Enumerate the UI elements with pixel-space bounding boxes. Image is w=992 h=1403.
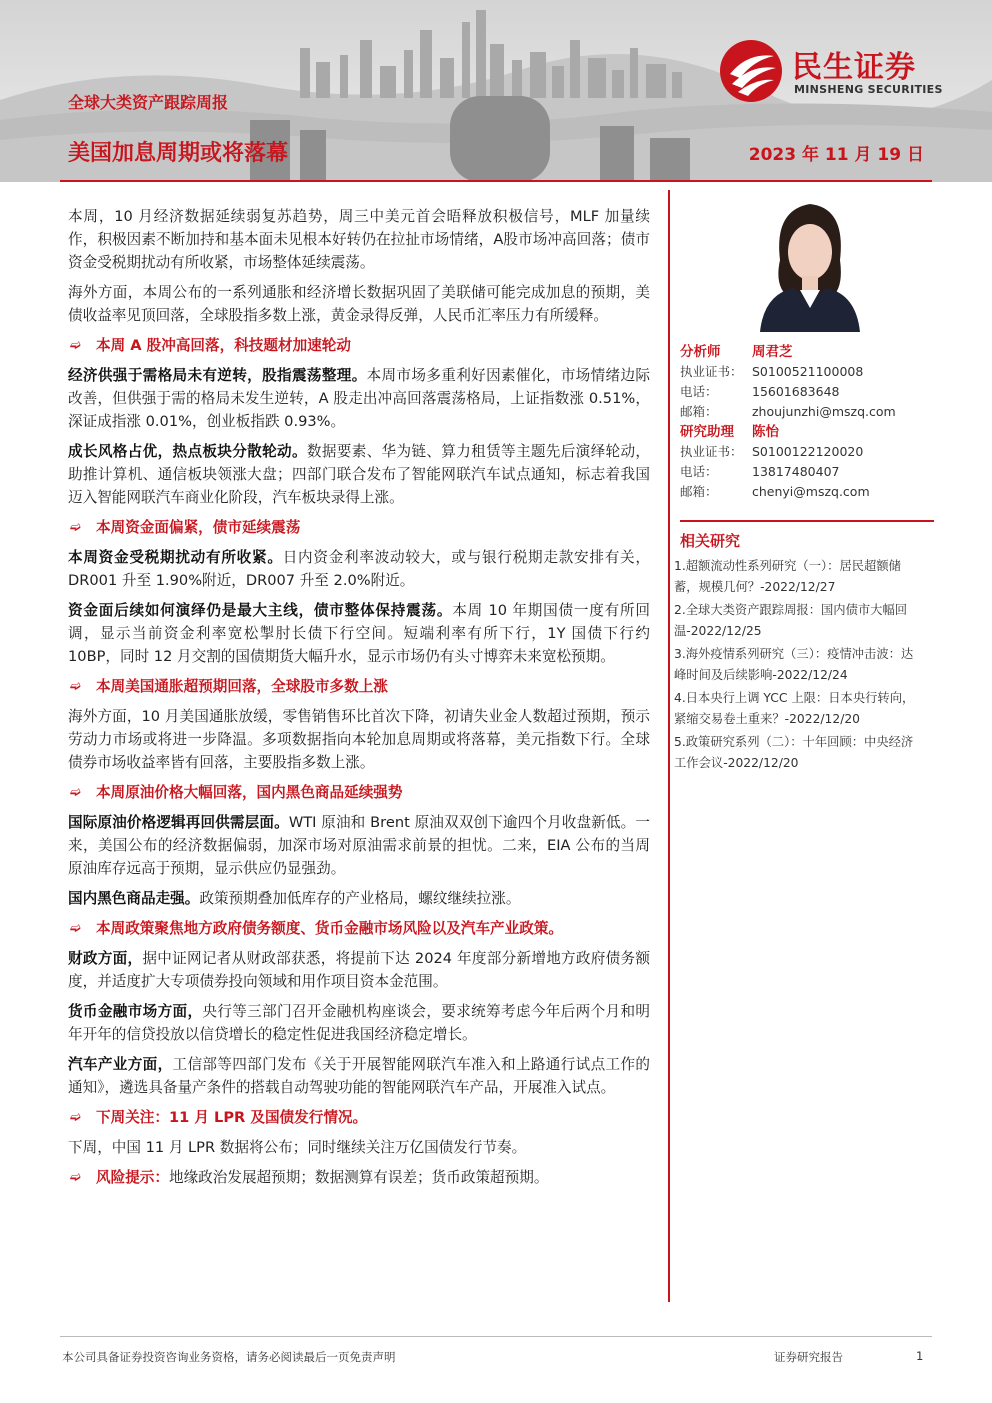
minsheng-emblem-icon: [718, 38, 784, 104]
header-banner: [0, 0, 992, 182]
report-title: 美国加息周期或将落幕: [68, 141, 289, 166]
related-divider: [680, 520, 934, 522]
column-divider: [668, 190, 670, 1302]
report-date: 2023 年 11 月 19 日: [748, 145, 924, 165]
logo-text-cn: 民生证券: [792, 50, 916, 85]
body-paragraph: 下周，中国 11 月 LPR 数据将公布；同时继续关注万亿国债发行节奏。: [68, 1139, 527, 1156]
body-paragraph: 本周资金受税期扰动有所收紧。日内资金利率波动较大，或与银行税期走款安排有关，DR001 升至 1.90%附近，DR007 升至 2.0%附近。: [68, 549, 650, 589]
analyst-info: [680, 342, 934, 502]
assistant-cert-row: 执业证书： S0100122120020: [680, 444, 864, 459]
page-number: 1: [916, 1349, 924, 1363]
section-heading: ➫ 本周政策聚焦地方政府债务额度、货币金融市场风险以及汽车产业政策。: [68, 917, 650, 940]
body-paragraph: 经济供强于需格局未有逆转，股指震荡整理。本周市场多重利好因素催化，市场情绪边际改善，但供强于需的格局未发生逆转，A 股走出冲高回落震荡格局，上证指数涨 0.51%，深证成指涨 0.01%，创业板指跌 0.93%。: [68, 367, 650, 430]
footer-report-type: 证券研究报告: [774, 1350, 843, 1364]
section-heading: ➫ 本周美国通胀超预期回落，全球股市多数上涨: [68, 675, 650, 698]
section-heading: ➫ 本周原油价格大幅回落，国内黑色商品延续强势: [68, 781, 650, 804]
body-paragraph: 汽车产业方面，工信部等四部门发布《关于开展智能网联汽车准入和上路通行试点工作的通知》，遴选具备量产条件的搭载自动驾驶功能的智能网联汽车产品，开展准入试点。: [68, 1056, 650, 1096]
related-research-item[interactable]: 4.日本央行上调 YCC 上限：日本央行转向，紧缩交易卷土重来？-2022/12/20: [674, 691, 915, 726]
footer-divider: [60, 1336, 932, 1337]
body-paragraph: 国际原油价格逻辑再回供需层面。WTI 原油和 Brent 原油双双创下逾四个月收盘新低。一来，美国公布的经济数据偏弱，加深市场对原油需求前景的担忧。二来，EIA 公布的当周原油库存远高于预期，显示供应仍显强劲。: [68, 814, 650, 877]
analyst-photo: [750, 190, 868, 332]
assistant-role-row: 研究助理 陈怡: [680, 424, 779, 440]
related-research-item[interactable]: 1.超额流动性系列研究（一）：居民超额储蓄，规模几何？-2022/12/27: [674, 559, 901, 594]
body-paragraph: 资金面后续如何演绎仍是最大主线，债市整体保持震荡。本周 10 年期国债一度有所回调，显示当前资金利率宽松掣肘长债下行空间。短端利率有所下行，1Y 国债下行约 10BP，同时 12 月交割的国债期货大幅升水，显示市场仍有头寸博弈未来宽松预期。: [68, 602, 650, 665]
double-chevron-icon: ➫: [70, 1170, 81, 1185]
double-chevron-icon: ➫: [70, 338, 81, 353]
body-paragraph: 财政方面，据中证网记者从财政部获悉，将提前下达 2024 年度部分新增地方政府债务额度，并适度扩大专项债券投向领域和用作项目资本金范围。: [68, 950, 650, 990]
assistant-phone-row: 电话： 13817480407: [680, 464, 840, 479]
summary-column: [68, 205, 650, 1196]
double-chevron-icon: ➫: [70, 921, 81, 936]
body-paragraph: 国内黑色商品走强。政策预期叠加低库存的产业格局，螺纹继续拉涨。: [68, 890, 521, 907]
logo-text-en: MINSHENG SECURITIES: [794, 83, 943, 96]
section-heading: ➫ 下周关注：11 月 LPR 及国债发行情况。: [68, 1106, 650, 1129]
section-heading: ➫ 本周 A 股冲高回落，科技题材加速轮动: [68, 334, 650, 357]
double-chevron-icon: ➫: [70, 1110, 81, 1125]
analyst-role-row: 分析师 周君芝: [680, 344, 793, 360]
minsheng-logo: [718, 36, 968, 106]
analyst-phone-row: 电话： 15601683648: [680, 384, 840, 399]
analyst-email-row[interactable]: 邮箱： zhoujunzhi@mszq.com: [680, 404, 896, 419]
section-heading: ➫ 本周资金面偏紧，债市延续震荡: [68, 516, 650, 539]
body-paragraph: 成长风格占优，热点板块分散轮动。数据要素、华为链、算力租赁等主题先后演绎轮动，助推计算机、通信板块领涨大盘；四部门联合发布了智能网联汽车试点通知，标志着我国迈入智能网联汽车商业化阶段，汽车板块录得上涨。: [68, 443, 650, 506]
double-chevron-icon: ➫: [70, 679, 81, 694]
analyst-cert-row: 执业证书： S0100521100008: [680, 364, 864, 379]
related-research-list: [674, 556, 924, 776]
related-research-item[interactable]: 3.海外疫情系列研究（三）：疫情冲击波：达峰时间及后续影响-2022/12/24: [674, 647, 914, 682]
header-divider: [60, 180, 932, 182]
double-chevron-icon: ➫: [70, 785, 81, 800]
intro-paragraph: 海外方面，本周公布的一系列通胀和经济增长数据巩固了美联储可能完成加息的预期，美债收益率见顶回落，全球股指多数上涨，黄金录得反弹，人民币汇率压力有所缓释。: [68, 284, 650, 324]
assistant-email-row[interactable]: 邮箱： chenyi@mszq.com: [680, 484, 870, 499]
intro-paragraph: 本周，10 月经济数据延续弱复苏趋势，周三中美元首会晤释放积极信号，MLF 加量续作，积极因素不断加持和基本面未见根本好转仍在拉扯市场情绪，A股市场冲高回落；债市资金受税期扰动有所收紧，市场整体延续震荡。: [68, 208, 650, 271]
footer-disclaimer: 本公司具备证券投资咨询业务资格，请务必阅读最后一页免责声明: [62, 1350, 396, 1364]
related-research-title: 相关研究: [680, 532, 741, 550]
body-paragraph: 货币金融市场方面，央行等三部门召开金融机构座谈会，要求统筹考虑今年后两个月和明年开年的信贷投放以信贷增长的稳定性促进我国经济稳定增长。: [68, 1003, 650, 1043]
report-series: 全球大类资产跟踪周报: [68, 93, 229, 112]
body-paragraph: 海外方面，10 月美国通胀放缓，零售销售环比首次下降，初请失业金人数超过预期，预示劳动力市场或将进一步降温。多项数据指向本轮加息周期或将落幕，美元指数下行。全球债券市场收益率皆有回落，主要股指多数上涨。: [68, 708, 650, 771]
related-research-item[interactable]: 5.政策研究系列（二）：十年回顾：中央经济工作会议-2022/12/20: [674, 735, 914, 770]
double-chevron-icon: ➫: [70, 520, 81, 535]
related-research-item[interactable]: 2.全球大类资产跟踪周报：国内债市大幅回温-2022/12/25: [674, 603, 908, 638]
risk-warning: ➫ 风险提示： 地缘政治发展超预期；数据测算有误差；货币政策超预期。: [68, 1166, 650, 1189]
